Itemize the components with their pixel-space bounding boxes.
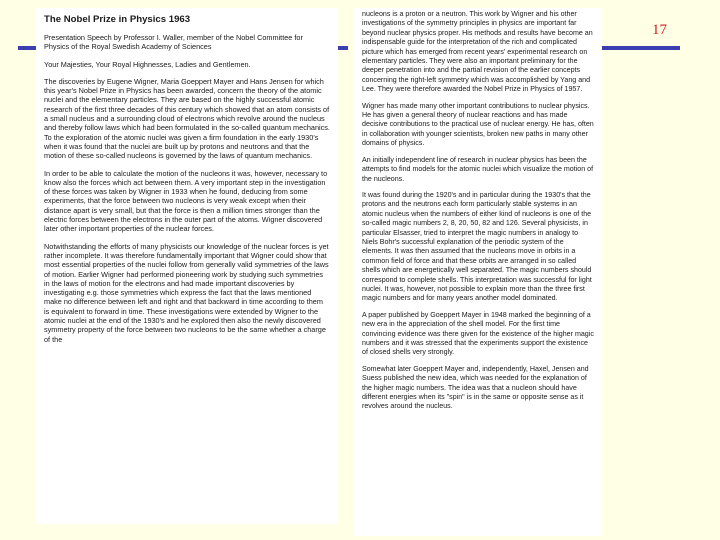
presenter-line: Presentation Speech by Professor I. Waller, member of the Nobel Committee for Physics of the Royal Swedish Academy of Sciences — [44, 33, 303, 52]
paragraph: Wigner has made many other important contributions to nuclear physics. He has given a general theory of nuclear reactions and has made decisive contributions to the practical use of nuclear energy. He has, often in collaboration with younger scientists, broken new paths in many other domains of physics. — [362, 101, 594, 148]
paragraph: In order to be able to calculate the motion of the nucleons it was, however, necessary to know also the forces which act between them. A very important step in the investigation of these forces was taken by Wigner in 1933 when he found, deducing from some experiments, that the force between two nucleons is very weak except when their distance apart is very small, but that the force is then a million times stronger than the electric forces between the electrons in the outer part of the atoms. Wigner discovered later other important properties of the nuclear forces. — [44, 168, 328, 234]
paragraph: Somewhat later Goeppert Mayer and, independently, Haxel, Jensen and Suess published the new idea, which was needed for the explanation of the higher magic numbers. The idea was that a nucleon should have different energies when its "spin" is in the same or opposite sense as it revolves around the nucleus. — [362, 364, 589, 411]
title-rule-right — [596, 46, 680, 50]
scanned-page-right — [354, 8, 602, 536]
paragraph: It was found during the 1920's and in particular during the 1930's that the protons and the neutrons each form particularly stable systems in an atomic nucleus when the numbers of either kind of nucleons is one of the so-called magic numbers 2, 8, 20, 50, 82 and 126. Several physicists, in particular Elsasser, tried to interpret the magic numbers in analogy to Niels Bohr's successful explanation of the periodic system of the elements. It was then assumed that the nucleons move in orbits in a common field of force and that these orbits are arranged in so called shells which are energetically well separated. The magic numbers should correspond to complete shells. This interpretation was successful for light nuclei. It was, however, not possible to explain more than the three first magic numbers and for many years another model dominated. — [362, 190, 592, 303]
paragraph: The discoveries by Eugene Wigner, Maria Goeppert Mayer and Hans Jensen for which this year's Nobel Prize in Physics has been awarded, concern the theory of the atomic nuclei and the elementary particles. They are based on the highly successful atomic research of the first three decades of this century which showed that an atom consists of a small nucleus and a surrounding cloud of electrons which revolve around the nucleus and thereby follow laws which had been formulated in the so-called quantum mechanics. To the exploration of the atomic nuclei was given a firm foundation in the early 1930's when it was found that the nuclei are built up by protons and neutrons and that the motion of these so-called nucleons is governed by the laws of quantum mechanics. — [44, 76, 330, 161]
paragraph: A paper published by Goeppert Mayer in 1948 marked the beginning of a new era in the appreciation of the shell model. For the first time convincing evidence was there given for the existence of the higher magic numbers and it was stressed that the experiments support the existence of closed shells very strongly. — [362, 310, 594, 357]
paragraph: nucleons is a proton or a neutron. This work by Wigner and his other investigations of the symmetry principles in physics are important far beyond nuclear physics proper. His methods and results have become an indispensable guide for the interpretation of the rich and complicated picture which has emerged from recent years' experimental research on elementary particles. They were also an important preliminary for the deeper penetration into and the partial revision of the earlier concepts concerning the right-left symmetry which was accomplished by Yang and Lee. They were therefore awarded the Nobel Prize in Physics of 1957. — [362, 10, 593, 94]
scanned-page-left — [36, 8, 338, 524]
page-number: 17 — [652, 22, 667, 38]
document-title: The Nobel Prize in Physics 1963 — [44, 14, 191, 25]
paragraph: Notwithstanding the efforts of many physicists our knowledge of the nuclear forces is yet rather incomplete. It was therefore fundamentally important that Wigner could show that most essential properties of the nuclei follow from generally valid symmetries of the laws of motion. Earlier Wigner had performed pioneering work by studying such symmetries in the laws of motion for the electrons and had made important discoveries by investigating e.g. those symmetries which express the fact that the laws mentioned make no difference between left and right and that backward in time according to them is equivalent to forward in time. These investigations were extended by Wigner to the atomic nuclei at the end of the 1930's and he explored then also the newly discovered symmetry property of the force between two nucleons to be the same whether a charge of the — [44, 241, 329, 344]
paragraph: An initially independent line of research in nuclear physics has been the attempts to find models for the atomic nuclei which visualize the motion of the nucleons. — [362, 155, 594, 183]
salutation: Your Majesties, Your Royal Highnesses, Ladies and Gentlemen. — [44, 59, 251, 69]
